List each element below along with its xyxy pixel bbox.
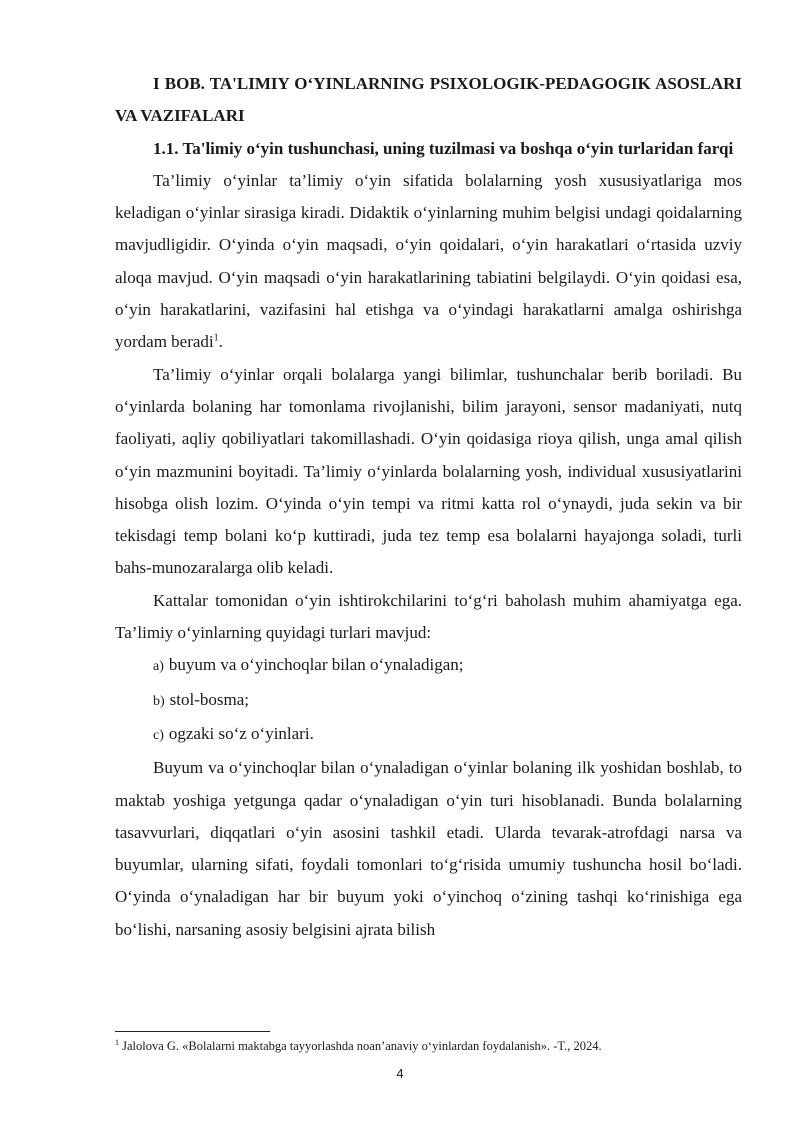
list-item-text: buyum va o‘yinchoqlar bilan o‘ynaladigan; (168, 655, 464, 675)
paragraph-1-end: . (218, 332, 223, 352)
page-body (115, 68, 742, 946)
list-marker: c) (153, 727, 164, 743)
footnote-text: Jalolova G. «Bolalarni maktabga tayyorlashda noan’anaviy o‘yinlardan foydalanish». -T., 2024. (122, 1039, 602, 1053)
footnote-number: 1 (115, 1037, 119, 1047)
paragraph-1-text: Ta’limiy o‘yinlar ta’limiy o‘yin sifatida bolalarning yosh xususiyatlariga mos keladigan o‘yinlar sirasiga kiradi. Didaktik o‘yinlarning muhim belgisi undagi qoidalarning mavjudligidir. O‘yinda o‘yin maqsadi, o‘yin qoidalari, o‘yin harakatlari o‘rtasida uzviy aloqa mavjud. O‘yin maqsadi o‘yin harakatlarining tabiatini belgilaydi. O‘yin qoidasi esa, o‘yin harakatlarini, vazifasini hal etishga va o‘yindagi harakatlarni amalga oshirishga yordam beradi (115, 170, 742, 352)
list-item (115, 718, 742, 752)
footnote-divider (115, 1031, 270, 1032)
list-item-text: stol-bosma; (169, 689, 250, 709)
chapter-title: I BOB. TA'LIMIY O‘YINLARNING PSIXOLOGIK-PEDAGOGIK ASOSLARI VA VAZIFALARI (115, 74, 742, 126)
list-item (115, 649, 742, 683)
paragraph-2: Ta’limiy o‘yinlar orqali bolalarga yangi bilimlar, tushunchalar berib boriladi. Bu o‘yinlarda bolaning har tomonlama rivojlanishi, bilim jarayoni, sensor madaniyati, nutq faoliyati, aqliy qobiliyatlari takomillashadi. O‘yin qoidasiga rioya qilish, unga amal qilish o‘yin mazmunini boyitadi. Ta’limiy o‘yinlarda bolalarning yosh, individual xususiyatlarini hisobga olish lozim. O‘yinda o‘yin tempi va ritmi katta rol o‘ynaydi, juda sekin va bir tekisdagi temp bolani ko‘p kuttiradi, juda tez temp esa bolalarni hayajonga soladi, turli bahs-munozaralarga olib keladi. (115, 364, 742, 578)
paragraph-4: Buyum va o‘yinchoqlar bilan o‘ynaladigan o‘yinlar bolaning ilk yoshidan boshlab, to maktab yoshiga yetgunga qadar o‘ynaladigan o‘yin turi hisoblanadi. Bunda bolalarning tasavvurlari, diqqatlari o‘yin asosini tashkil etadi. Ularda tevarak-atrofdagi narsa va buyumlar, ularning sifati, foydali tomonlari to‘g‘risida umumiy tushuncha hosil bo‘ladi. O‘yinda o‘ynaladigan har bir buyum yoki o‘yinchoq o‘zining tashqi ko‘rinishiga ega bo‘lishi, narsaning asosiy belgisini ajrata bilish (115, 758, 742, 939)
list-item-text: ogzaki so‘z o‘yinlari. (168, 723, 314, 743)
footnote (115, 1038, 742, 1054)
list-marker: b) (153, 693, 165, 709)
list-marker: a) (153, 659, 164, 675)
page-number: 4 (396, 1066, 404, 1081)
list-item (115, 684, 742, 718)
section-title: 1.1. Ta'limiy o‘yin tushunchasi, uning tuzilmasi va boshqa o‘yin turlaridan farqi (153, 138, 734, 158)
paragraph-3: Kattalar tomonidan o‘yin ishtirokchilarini to‘g‘ri baholash muhim ahamiyatga ega. Ta’limiy o‘yinlarning quyidagi turlari mavjud: (115, 590, 742, 643)
paragraph-1 (115, 165, 742, 359)
footnote-reference[interactable]: 1 (213, 332, 219, 344)
